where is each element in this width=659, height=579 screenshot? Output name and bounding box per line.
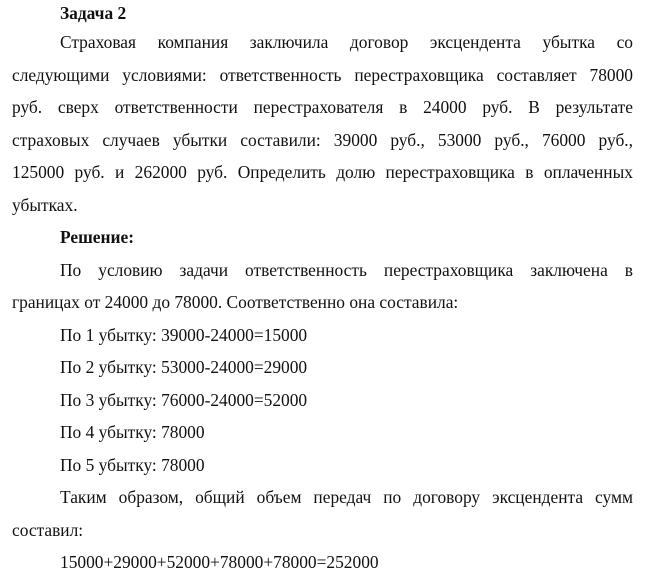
solution-line: границах от 24000 до 78000. Соответственно она составила: — [12, 292, 459, 312]
problem-line: страховых случаев убытки составили: 39000 руб., 53000 руб., 76000 руб., — [12, 129, 633, 150]
document-page — [12, 0, 633, 579]
summary — [12, 481, 633, 546]
solution-intro — [12, 254, 633, 319]
solution-line: По условию задачи ответственность перестраховщика заключена в — [60, 259, 633, 280]
loss-line: По 3 убытку: 76000-24000=52000 — [60, 389, 308, 410]
task-title: Задача 2 — [60, 3, 127, 23]
problem-line: руб. сверх ответственности перестрахователя в 24000 руб. В результате — [12, 97, 633, 117]
loss-line: По 4 убытку: 78000 — [60, 422, 205, 442]
loss-line: По 2 убытку: 53000-24000=29000 — [60, 357, 308, 377]
summary-line: Таким образом, общий объем передач по договору эксцендента сумм — [60, 487, 633, 507]
problem-line: 125000 руб. и 262000 руб. Определить долю перестраховщика в оплаченных — [12, 162, 633, 182]
total-line: 15000+29000+52000+78000+78000=252000 — [60, 552, 379, 572]
loss-line: По 1 убытку: 39000-24000=15000 — [60, 324, 308, 345]
problem-line: Страховая компания заключила договор эксцендента убытка со — [60, 32, 633, 52]
summary-line: составил: — [12, 519, 84, 540]
loss-line: По 5 убытку: 78000 — [60, 454, 205, 475]
problem-statement — [12, 26, 633, 221]
solution-title: Решение: — [60, 227, 135, 247]
problem-line: убытках. — [12, 194, 78, 215]
problem-line: следующими условиями: ответственность перестраховщика составляет 78000 — [12, 64, 633, 85]
loss-list — [12, 319, 633, 482]
